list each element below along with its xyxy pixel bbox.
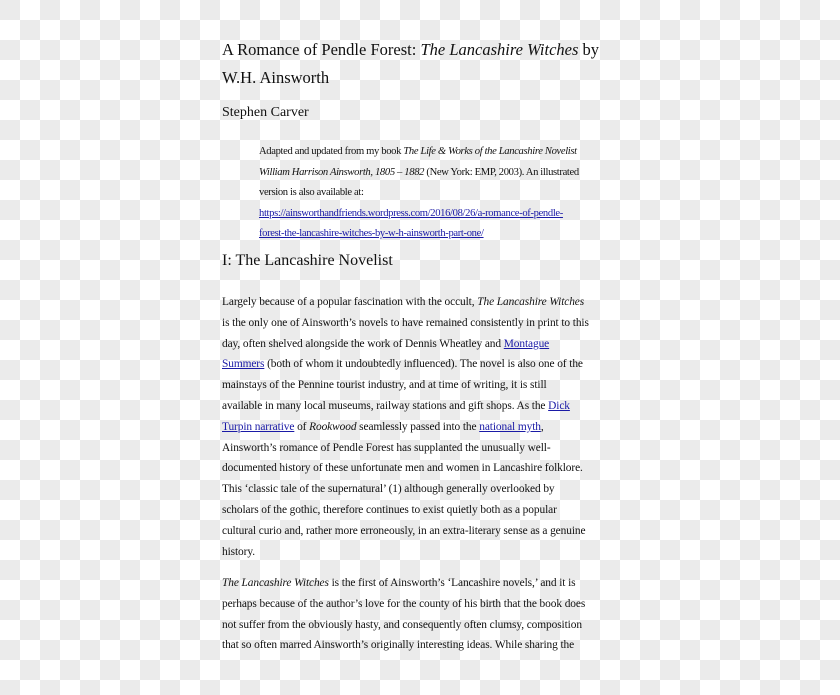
paragraph-2: The Lancashire Witches is the first of Ainsworth’s ‘Lancashire novels,’ and it is perhaps because of the author’s love for the county of his birth that the book does not suffer from the obviously hasty, and consequently often clumsy, composition that so often marred Ainsworth’s originally interesting ideas. While sharing the [222,577,586,652]
link-montague-summers[interactable]: Montague [503,337,550,350]
source-link[interactable]: https://ainsworthandfriends.wordpress.com/2016/08/26/a-romance-of-pendle- [259,207,563,219]
section-heading: I: The Lancashire Novelist [222,252,393,269]
author-name: Stephen Carver [222,105,309,120]
link-dick-turpin-narrative-continued[interactable]: Turpin narrative [222,420,295,433]
source-link-continued[interactable]: forest-the-lancashire-witches-by-w-h-ainsworth-part-one/ [259,228,484,240]
link-national-myth[interactable]: national myth [479,420,541,433]
link-montague-summers-continued[interactable]: Summers [222,358,265,371]
link-dick-turpin-narrative[interactable]: Dick [548,399,570,412]
document-title [222,36,622,92]
paragraph-1: Largely because of a popular fascination with the occult, The Lancashire Witches is the only one of Ainsworth’s novels to have remained consistently in print to this day, often shelved alongside the work of Dennis Wheatley and Montague Summers (both of whom it undoubtedly influenced). The novel is also one of the mainstays of the Pennine tourist industry, and at time of writing, it is still available in many local museums, railway stations and gift shops. As the Dick Turpin narrative of Rookwood seamlessly passed into the national myth, Ainsworth’s romance of Pendle Forest has supplanted the unusually well- documented history of these unfortunate men and women in Lancashire folklore. This ‘classic tale of the supernatural’ (1) although generally overlooked by scholars of the gothic, therefore continues to exist quietly both as a popular cultural curio and, rather more erroneously, in an extra-literary sense as a genuine history. [222,296,589,558]
adaptation-note: Adapted and updated from my book The Life & Works of the Lancashire Novelist William Harrison Ainsworth, 1805 – 1882 (New York: EMP, 2003). An illustrated version is also available at: https://ainsworthandfriends.wordpress.com/2016/08/26/a-romance-of-pendle- forest-the-lancashire-witches-by-w-h-ainsworth-part-one/ [259,142,629,245]
title-line-2: W.H. Ainsworth [222,68,330,87]
title-line-1: A Romance of Pendle Forest: The Lancashire Witches by [222,40,600,59]
